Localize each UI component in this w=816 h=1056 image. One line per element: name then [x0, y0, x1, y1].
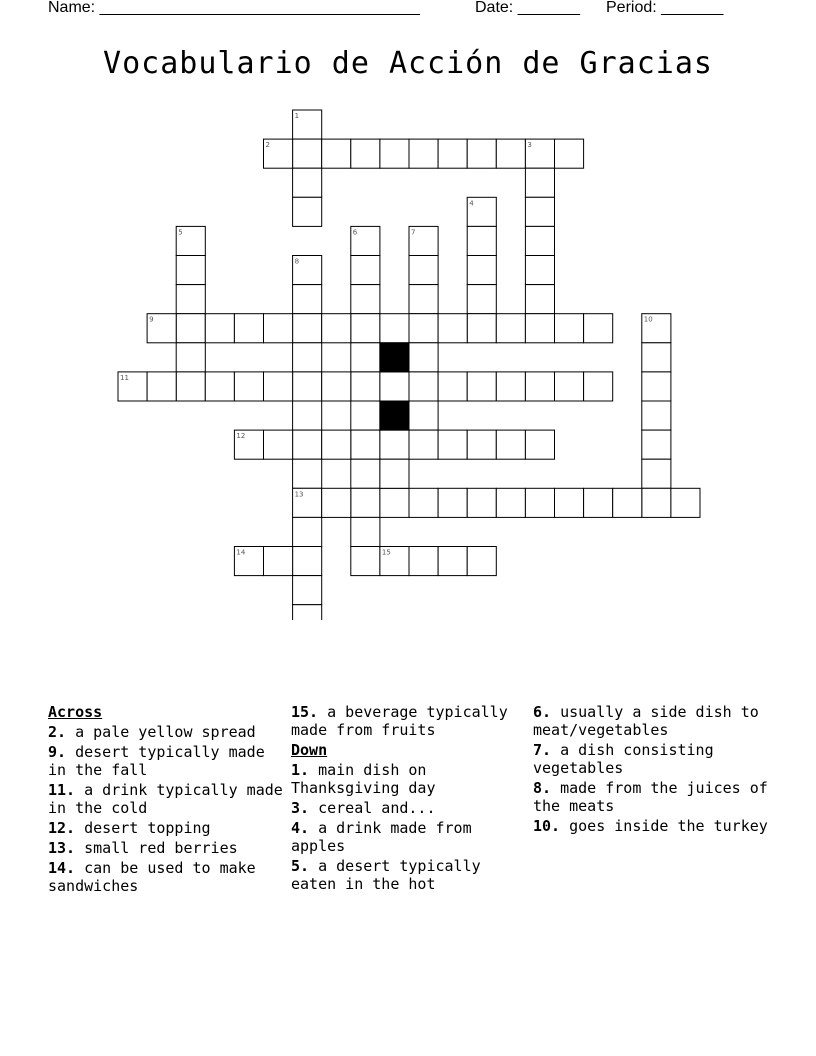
crossword-cell[interactable] [351, 314, 380, 343]
crossword-cell[interactable] [293, 343, 322, 372]
crossword-cell[interactable] [525, 430, 554, 459]
crossword-cell[interactable] [293, 139, 322, 168]
crossword-cell[interactable] [613, 488, 642, 517]
crossword-cell[interactable] [409, 314, 438, 343]
clue-number-7: 7 [411, 228, 416, 237]
crossword-cell[interactable] [293, 285, 322, 314]
clue-number-3: 3 [527, 141, 532, 150]
crossword-cell[interactable] [438, 547, 467, 576]
crossword-cell[interactable] [351, 459, 380, 488]
crossword-cell[interactable] [264, 430, 293, 459]
crossword-cell[interactable] [293, 372, 322, 401]
crossword-cell[interactable] [380, 430, 409, 459]
crossword-cell[interactable] [496, 314, 525, 343]
crossword-cell[interactable] [293, 197, 322, 226]
across-clue-11: 11. a drink typically made in the cold [48, 781, 283, 817]
crossword-cell[interactable] [351, 372, 380, 401]
crossword-cell[interactable] [380, 459, 409, 488]
crossword-cell[interactable] [380, 488, 409, 517]
crossword-cell[interactable] [525, 168, 554, 197]
name-field[interactable]: Name: ____________________________________ [48, 0, 420, 16]
clue-number-2: 2 [265, 141, 270, 150]
crossword-cell[interactable] [293, 576, 322, 605]
across-heading: Across [48, 703, 103, 721]
crossword-cell[interactable] [467, 314, 496, 343]
crossword-cell[interactable] [409, 488, 438, 517]
crossword-cell[interactable] [351, 256, 380, 285]
date-field[interactable]: Date: _______ [475, 0, 580, 16]
crossword-cell[interactable] [525, 285, 554, 314]
clue-number-8: 8 [294, 257, 300, 266]
crossword-cell[interactable] [584, 372, 613, 401]
crossword-cell[interactable] [234, 314, 263, 343]
crossword-cell[interactable] [234, 372, 263, 401]
crossword-cell[interactable] [642, 459, 671, 488]
crossword-cell[interactable] [642, 343, 671, 372]
page-title: Vocabulario de Acción de Gracias [103, 46, 713, 81]
crossword-cell[interactable] [438, 372, 467, 401]
across-clue-13: 13. small red berries [48, 839, 238, 857]
crossword-cell[interactable] [467, 547, 496, 576]
crossword-cell[interactable] [642, 430, 671, 459]
across-clue-14: 14. can be used to make sandwiches [48, 859, 256, 895]
crossword-cell[interactable] [351, 139, 380, 168]
crossword-cell[interactable] [438, 314, 467, 343]
down-clue-8: 8. made from the juices of the meats [533, 779, 768, 815]
crossword-cell[interactable] [642, 372, 671, 401]
crossword-cell[interactable] [322, 488, 351, 517]
crossword-cell[interactable] [555, 139, 584, 168]
crossword-cell[interactable] [409, 256, 438, 285]
crossword-block-cell [380, 401, 409, 430]
crossword-cell[interactable] [409, 285, 438, 314]
clue-number-10: 10 [643, 315, 653, 324]
crossword-cell[interactable] [467, 226, 496, 255]
across-clue-2: 2. a pale yellow spread [48, 723, 256, 741]
crossword-cell[interactable] [176, 314, 205, 343]
crossword-cell[interactable] [293, 517, 322, 546]
crossword-cell[interactable] [525, 488, 554, 517]
crossword-cell[interactable] [555, 314, 584, 343]
clue-number-4: 4 [469, 199, 474, 208]
crossword-cell[interactable] [525, 372, 554, 401]
crossword-cell[interactable] [467, 139, 496, 168]
down-clue-10: 10. goes inside the turkey [533, 817, 768, 835]
crossword-cell[interactable] [496, 139, 525, 168]
clues-column-3 [533, 703, 773, 837]
across-clue-9: 9. desert typically made in the fall [48, 743, 265, 779]
crossword-cell[interactable] [525, 226, 554, 255]
crossword-cell[interactable] [293, 605, 322, 620]
crossword-cell[interactable] [264, 547, 293, 576]
crossword-cell[interactable] [438, 139, 467, 168]
clue-number-11: 11 [120, 373, 129, 382]
crossword-cell[interactable] [351, 547, 380, 576]
crossword-cell[interactable] [351, 488, 380, 517]
clue-number-12: 12 [236, 432, 246, 441]
crossword-cell[interactable] [409, 547, 438, 576]
clue-number-15: 15 [381, 548, 391, 557]
clues-column-1 [48, 703, 288, 897]
crossword-cell[interactable] [525, 256, 554, 285]
clue-number-1: 1 [294, 112, 300, 120]
crossword-cell[interactable] [380, 314, 409, 343]
clue-number-6: 6 [352, 228, 358, 237]
crossword-cell[interactable] [467, 372, 496, 401]
crossword-cell[interactable] [176, 372, 205, 401]
crossword-cell[interactable] [409, 401, 438, 430]
crossword-cell[interactable] [496, 372, 525, 401]
crossword-cell[interactable] [467, 256, 496, 285]
crossword-cell[interactable] [322, 139, 351, 168]
crossword-cell[interactable] [351, 285, 380, 314]
down-heading: Down [291, 741, 328, 759]
down-clue-1: 1. main dish on Thanksgiving day [291, 761, 436, 797]
down-clue-3: 3. cereal and... [291, 799, 436, 817]
crossword-cell[interactable] [293, 401, 322, 430]
period-field[interactable]: Period: _______ [606, 0, 724, 16]
crossword-cell[interactable] [147, 372, 176, 401]
crossword-cell[interactable] [322, 430, 351, 459]
crossword-cell[interactable] [467, 430, 496, 459]
crossword-cell[interactable] [438, 488, 467, 517]
crossword-cell[interactable] [467, 488, 496, 517]
crossword-cell[interactable] [176, 256, 205, 285]
across-clue-12: 12. desert topping [48, 819, 211, 837]
crossword-cell[interactable] [293, 547, 322, 576]
crossword-cell[interactable] [584, 314, 613, 343]
crossword-cell[interactable] [409, 139, 438, 168]
crossword-cell[interactable] [380, 372, 409, 401]
down-clue-5: 5. a desert typically eaten in the hot [291, 857, 481, 893]
down-clue-7: 7. a dish consisting vegetables [533, 741, 714, 777]
crossword-cell[interactable] [555, 372, 584, 401]
crossword-cell[interactable] [584, 488, 613, 517]
crossword-cell[interactable] [671, 488, 700, 517]
crossword-cell[interactable] [264, 372, 293, 401]
clue-number-9: 9 [149, 315, 154, 324]
clue-number-5: 5 [178, 228, 183, 237]
clue-number-14: 14 [236, 548, 246, 557]
crossword-cell[interactable] [555, 488, 584, 517]
crossword-cell[interactable] [351, 343, 380, 372]
crossword-cell[interactable] [293, 168, 322, 197]
crossword-cell[interactable] [438, 430, 467, 459]
crossword-cell[interactable] [351, 430, 380, 459]
crossword-cell[interactable] [322, 314, 351, 343]
crossword-cell[interactable] [176, 343, 205, 372]
crossword-cell[interactable] [293, 314, 322, 343]
down-clue-4: 4. a drink made from apples [291, 819, 472, 855]
crossword-cell[interactable] [525, 197, 554, 226]
crossword-cell[interactable] [176, 285, 205, 314]
crossword-cell[interactable] [409, 343, 438, 372]
crossword-cell[interactable] [205, 372, 234, 401]
crossword-block-cell [380, 343, 409, 372]
clues-column-2 [291, 703, 526, 895]
crossword-cell[interactable] [351, 401, 380, 430]
crossword-cell[interactable] [205, 314, 234, 343]
crossword-cell[interactable] [351, 517, 380, 546]
crossword-cell[interactable] [322, 372, 351, 401]
down-clue-6: 6. usually a side dish to meat/vegetables [533, 703, 759, 739]
crossword-cell[interactable] [293, 459, 322, 488]
crossword-cell[interactable] [525, 314, 554, 343]
crossword-cell[interactable] [293, 430, 322, 459]
crossword-cell[interactable] [409, 430, 438, 459]
crossword-cell[interactable] [467, 285, 496, 314]
crossword-cell[interactable] [642, 488, 671, 517]
across-clue-15: 15. a beverage typically made from fruits [291, 703, 508, 739]
clue-number-13: 13 [294, 490, 304, 499]
crossword-cell[interactable] [409, 372, 438, 401]
crossword-cell[interactable] [496, 488, 525, 517]
crossword-cell[interactable] [380, 139, 409, 168]
crossword-cell[interactable] [496, 430, 525, 459]
crossword-cell[interactable] [642, 401, 671, 430]
crossword-cell[interactable] [264, 314, 293, 343]
